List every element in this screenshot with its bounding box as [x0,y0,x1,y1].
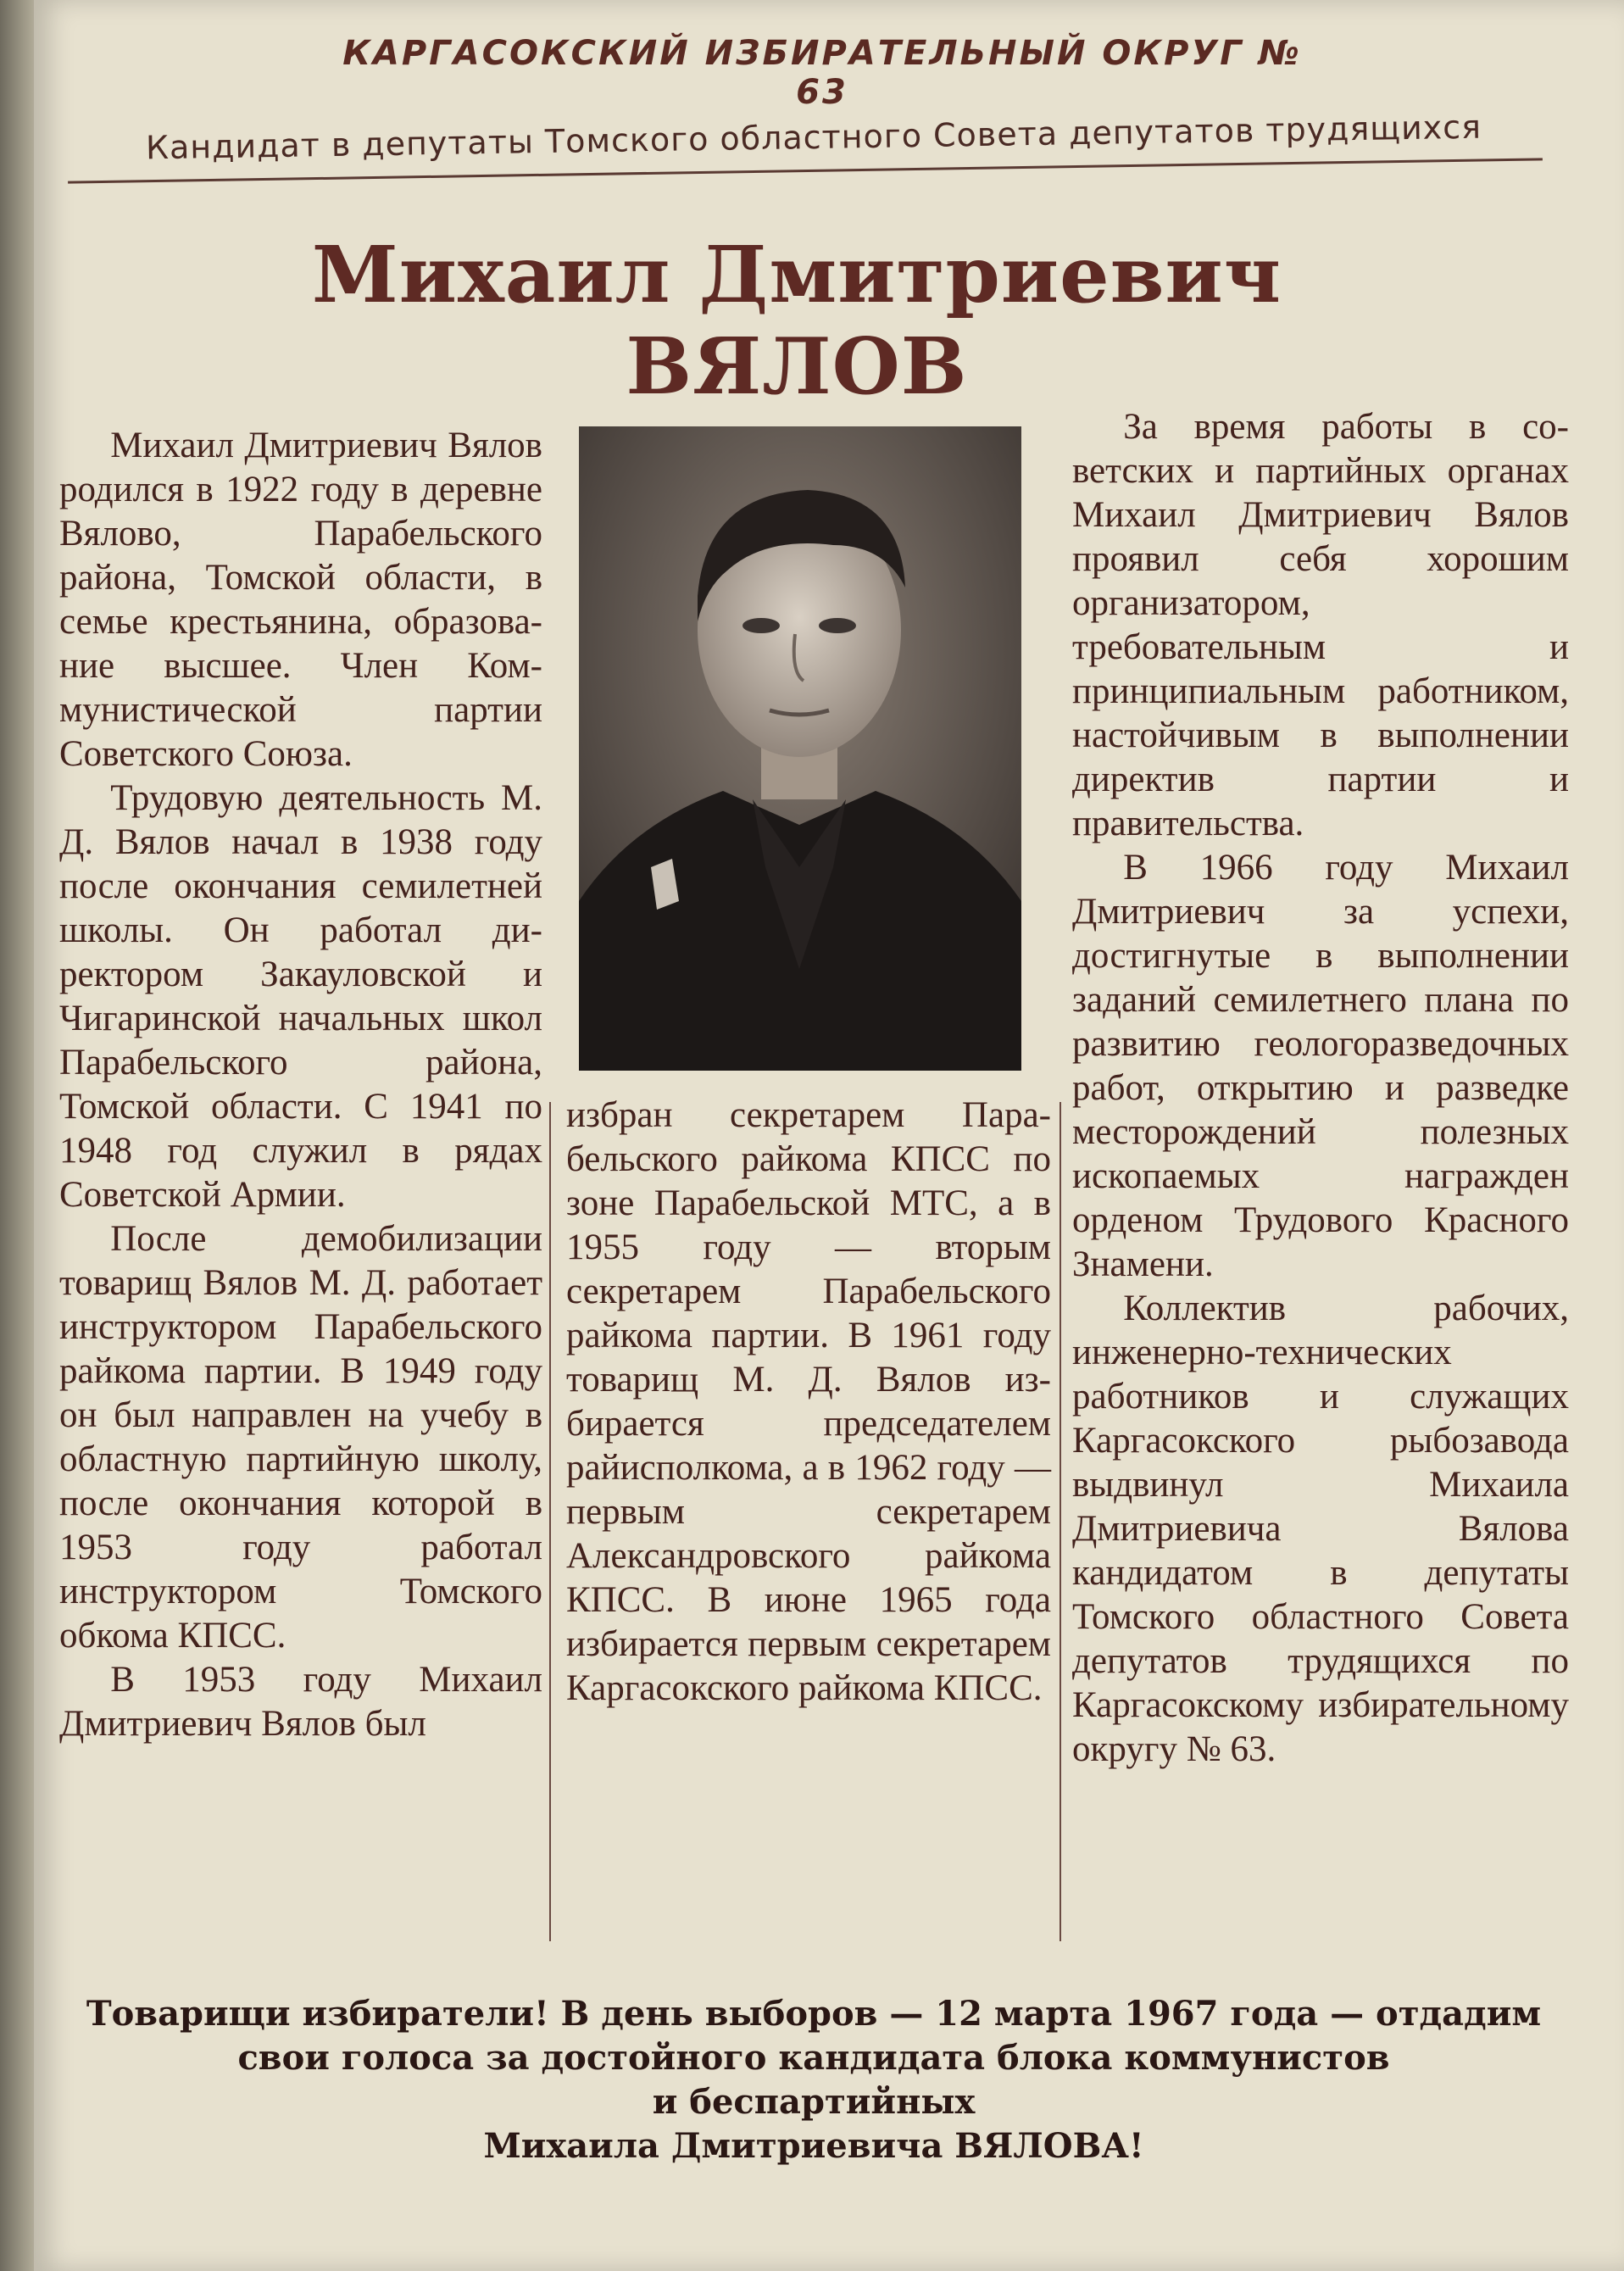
candidate-subtitle: Кандидат в депутаты Томского областного Совета депутатов трудящихся [145,108,1482,167]
candidate-name: Михаил Дмитриевич ВЯЛОВ [311,229,1282,412]
biography-paragraph: Коллектив рабочих, инженерно-технических работников и служащих Каргасокского рыбозавода выдвинул Михаила Дмитриевича Вялова кандидатом в депутаты Томского областного Совета депутатов трудящихся по Каргасокскому избирательному округу № 63. [1072,1289,1569,1769]
column-divider [549,1102,551,1941]
biography-middle-column [566,1094,1051,1711]
portrait-photo-icon [579,426,1021,1071]
biography-paragraph: После демобилизации товарищ Вялов М. Д. работает инструктором Парабельского райкома партии. В 1949 году он был направлен на учебу в областную партийную школу, после окончания которой в 1953 году работал инструктором Томского обкома КПСС. [59,1219,542,1656]
biography-paragraph: Трудовую деятельность М. Д. Вялов начал в 1938 году после окончания семилетней школы. Он работал директором Закауловской и Чигаринской начальных школ Парабельского района, Томской области. С 1941 по 1948 год служил в рядах Советской Армии. [59,778,542,1215]
biography-paragraph: За время работы в советских и партийных органах Михаил Дмитриевич Вялов проявил себя хорошим организатором, требовательным и принципиальным работником, настойчивым в выполнении директив партии и правительства. [1072,407,1569,843]
appeal-line: свои голоса за достойного кандидата блока коммунистов [237,2038,1390,2078]
district-heading: КАРГАСОКСКИЙ ИЗБИРАТЕЛЬНЫЙ ОКРУГ № 63 [342,34,1302,112]
biography-left-column [59,424,542,1746]
biography-paragraph: В 1966 году Михаил Дмитриевич за успехи, достигнутые в выполнении заданий семилетнего плана по развитию геологоразведочных работ, открытию и разведке месторождений полезных ископаемых награжден орденом Трудового Красного Знамени. [1072,848,1569,1284]
voter-appeal [51,1992,1577,2168]
candidate-portrait [579,426,1021,1071]
appeal-line: Товарищи избиратели! В день выборов — 12 марта 1967 года — отдадим [86,1994,1542,2034]
appeal-line: Михаила Дмитриевича ВЯЛОВА! [483,2126,1144,2166]
biography-paragraph: избран секретарем Парабельского райкома КПСС по зоне Парабельской МТС, а в 1955 году — вторым секретарем Парабельского райкома партии. В 1961 году товарищ М. Д. Вялов избирается председателем райисполкома, а в 1962 году — первым секретарем Александровского райкома КПСС. В июне 1965 года избирается первым секретарем Каргасокского райкома КПСС. [566,1095,1051,1708]
biography-right-column [1072,405,1569,1772]
biography-paragraph: Михаил Дмитриевич Вялов родился в 1922 году в деревне Вялово, Парабельского района, Томской области, в семье крестьянина, образование высшее. Член Коммунистической партии Советского Союза. [59,426,542,774]
biography-paragraph: В 1953 году Михаил Дмитриевич Вялов был [59,1660,542,1744]
appeal-line: и беспартийных [652,2082,976,2122]
column-divider [1059,1102,1061,1941]
